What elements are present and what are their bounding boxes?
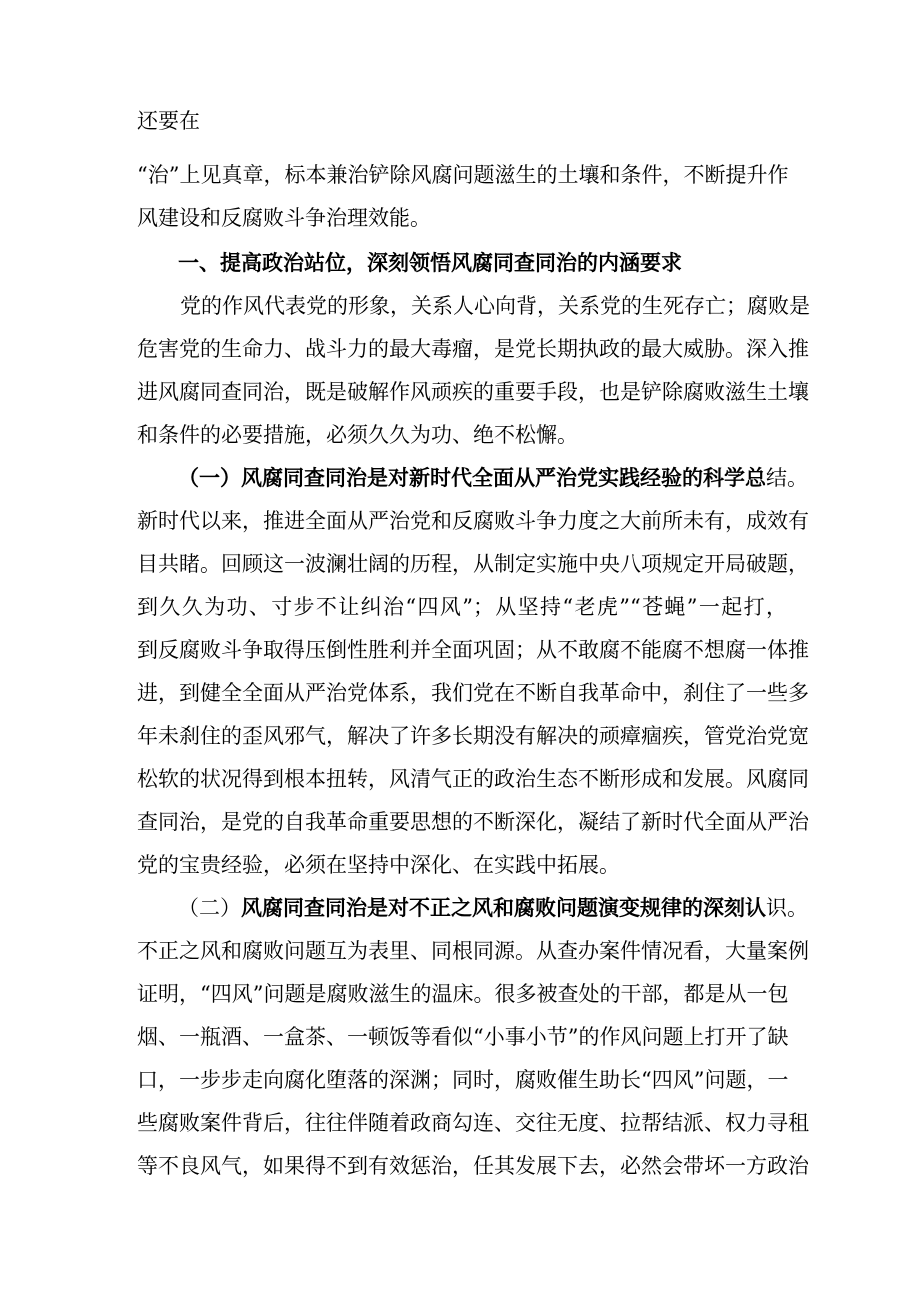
text-line: 不正之风和腐败问题互为表里、同根同源。从查办案件情况看，大量案例 xyxy=(137,939,809,963)
text-line: 还要在 xyxy=(137,109,200,133)
text-line: 查同治，是党的自我革命重要思想的不断深化，凝结了新时代全面从严治 xyxy=(137,810,809,834)
text-line: “治”上见真章，标本兼治铲除风腐问题滋生的土壤和条件，不断提升作 xyxy=(137,163,789,187)
text-line: 进风腐同查同治，既是破解作风顽疾的重要手段，也是铲除腐败滋生土壤 xyxy=(137,380,809,404)
text-line: 口，一步步走向腐化堕落的深渊；同时，腐败催生助长“四风”问题，一 xyxy=(137,1068,789,1092)
text-line: 危害党的生命力、战斗力的最大毒瘤，是党长期执政的最大威胁。深入推 xyxy=(137,337,809,361)
text-line: 证明，“四风”问题是腐败滋生的温床。很多被查处的干部，都是从一包 xyxy=(137,982,789,1006)
text-line: 些腐败案件背后，往往伴随着政商勾连、交往无度、拉帮结派、权力寻租 xyxy=(137,1111,809,1135)
subsection-heading-1 xyxy=(178,465,808,491)
subsection-heading-bold: （一）风腐同查同治是对新时代全面从严治党实践经验的科学总 xyxy=(178,465,766,490)
text-line: 到反腐败斗争取得压倒性胜利并全面巩固；从不敢腐不能腐不想腐一体推 xyxy=(137,638,809,662)
subsection-heading-tail: 识。 xyxy=(766,896,808,920)
subsection-heading-prefix: （二） xyxy=(178,896,241,920)
subsection-heading-2 xyxy=(178,895,808,921)
subsection-heading-bold: 风腐同查同治是对不正之风和腐败问题演变规律的深刻认 xyxy=(241,895,766,920)
text-line: 和条件的必要措施，必须久久为功、绝不松懈。 xyxy=(137,423,578,447)
section-heading: 一、提高政治站位，深刻领悟风腐同查同治的内涵要求 xyxy=(178,250,682,275)
text-line: 到久久为功、寸步不让纠治“四风”；从坚持“老虎”“苍蝇”一起打， xyxy=(137,595,787,619)
text-line: 烟、一瓶酒、一盒茶、一顿饭等看似“小事小节”的作风问题上打开了缺 xyxy=(137,1025,789,1049)
text-line: 目共睹。回顾这一波澜壮阔的历程，从制定实施中央八项规定开局破题， xyxy=(137,552,809,576)
text-line: 等不良风气，如果得不到有效惩治，任其发展下去，必然会带坏一方政治 xyxy=(137,1154,809,1178)
text-line: 进，到健全全面从严治党体系，我们党在不断自我革命中，刹住了一些多 xyxy=(137,681,809,705)
subsection-heading-tail: 结。 xyxy=(766,466,808,490)
text-line: 新时代以来，推进全面从严治党和反腐败斗争力度之大前所未有，成效有 xyxy=(137,509,809,533)
text-line: 党的作风代表党的形象，关系人心向背，关系党的生死存亡；腐败是 xyxy=(180,294,810,318)
text-line: 年未刹住的歪风邪气，解决了许多长期没有解决的顽瘴痼疾，管党治党宽 xyxy=(137,724,809,748)
text-line: 风建设和反腐败斗争治理效能。 xyxy=(137,206,431,230)
text-line: 党的宝贵经验，必须在坚持中深化、在实践中拓展。 xyxy=(137,853,620,877)
text-line: 松软的状况得到根本扭转，风清气正的政治生态不断形成和发展。风腐同 xyxy=(137,767,809,791)
